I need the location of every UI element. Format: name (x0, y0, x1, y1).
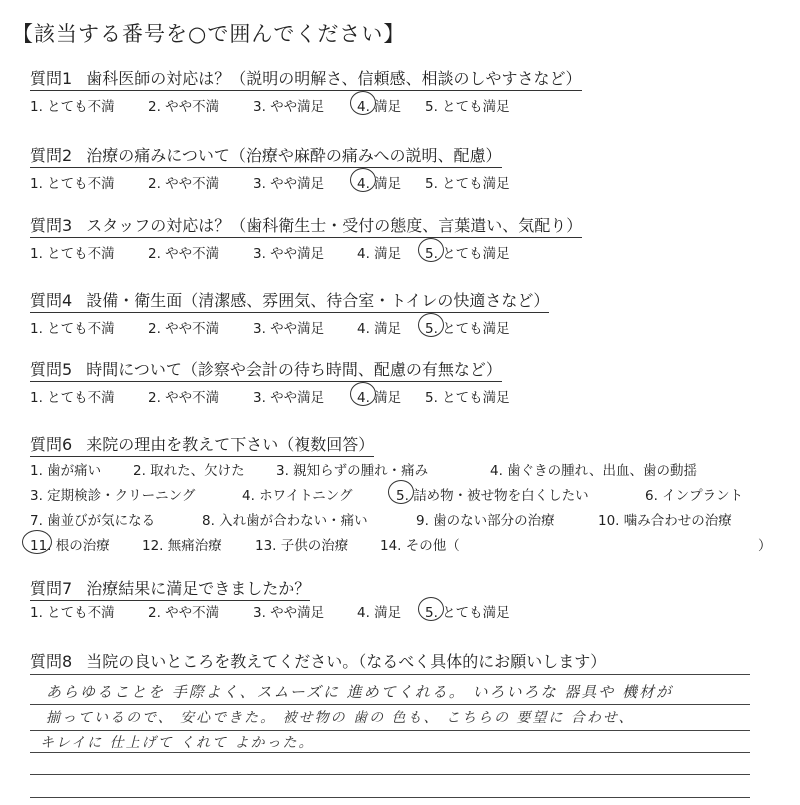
q7-text: 治療結果に満足できましたか？ (86, 579, 311, 598)
q5-text: 時間について（診察や会計の待ち時間、配慮の有無など） (86, 360, 502, 379)
q6-option[interactable]: 1. 歯が痛い (30, 463, 102, 479)
option-3[interactable]: 3. やや満足 (253, 176, 325, 192)
option-3[interactable]: 3. やや満足 (253, 99, 325, 115)
q1-heading (30, 66, 582, 91)
option-1[interactable]: 1. とても不満 (30, 321, 115, 337)
form-title: 【該当する番号を○で囲んでください】 (12, 22, 406, 46)
option-4[interactable]: 4. 満足 (357, 99, 402, 115)
option-5[interactable]: 5. とても満足 (425, 99, 510, 115)
handwritten-answer-line-1: あらゆることを 手際よく、スムーズに 進めてくれる。 いろいろな 器具や 機材が (46, 683, 674, 701)
q2-heading (30, 143, 502, 168)
option-2[interactable]: 2. やや不満 (148, 99, 220, 115)
q5-heading (30, 357, 502, 382)
option-5[interactable]: 5. とても満足 (425, 390, 510, 406)
q6-option[interactable]: 3. 定期検診・クリーニング (30, 488, 196, 504)
q6-option[interactable]: 7. 歯並びが気になる (30, 513, 156, 529)
q5-label: 質問5 (30, 360, 73, 379)
option-3[interactable]: 3. やや満足 (253, 246, 325, 262)
option-2[interactable]: 2. やや不満 (148, 176, 220, 192)
q6-option[interactable]: 11. 根の治療 (30, 538, 110, 554)
q6-option[interactable]: 8. 入れ歯が合わない・痛い (202, 513, 368, 529)
q6-heading (30, 432, 374, 457)
q6-text: 来院の理由を教えて下さい（複数回答） (86, 435, 375, 454)
q3-text: スタッフの対応は？（歯科衛生士・受付の態度、言葉遣い、気配り） (86, 216, 583, 235)
option-1[interactable]: 1. とても不満 (30, 246, 115, 262)
q6-option[interactable]: 12. 無痛治療 (142, 538, 222, 554)
q8-heading (30, 649, 606, 673)
answer-line (30, 704, 750, 705)
option-4[interactable]: 4. 満足 (357, 246, 402, 262)
q4-label: 質問4 (30, 291, 73, 310)
q7-label: 質問7 (30, 579, 73, 598)
selection-circle (350, 168, 376, 192)
option-3[interactable]: 3. やや満足 (253, 605, 325, 621)
answer-line (30, 752, 750, 753)
option-1[interactable]: 1. とても不満 (30, 390, 115, 406)
q7-heading (30, 576, 310, 601)
q6-option[interactable]: 4. ホワイトニング (242, 488, 353, 504)
q8-label: 質問8 (30, 652, 73, 671)
option-3[interactable]: 3. やや満足 (253, 321, 325, 337)
option-4[interactable]: 4. 満足 (357, 176, 402, 192)
q6-option[interactable]: 10. 噛み合わせの治療 (598, 513, 732, 529)
q6-option[interactable]: 9. 歯のない部分の治療 (416, 513, 555, 529)
option-4[interactable]: 4. 満足 (357, 321, 402, 337)
answer-line (30, 774, 750, 775)
option-4[interactable]: 4. 満足 (357, 605, 402, 621)
option-2[interactable]: 2. やや不満 (148, 390, 220, 406)
answer-line (30, 797, 750, 798)
handwritten-answer-line-3: キレイに 仕上げて くれて よかった。 (40, 735, 315, 751)
selection-circle (350, 91, 376, 115)
option-5[interactable]: 5. とても満足 (425, 246, 510, 262)
q6-option[interactable]: 5. 詰め物・被せ物を白くしたい (396, 488, 589, 504)
q1-label: 質問1 (30, 69, 73, 88)
selection-circle (350, 382, 376, 406)
q4-heading (30, 288, 549, 313)
q4-text: 設備・衛生面（清潔感、雰囲気、待合室・トイレの快適さなど） (86, 291, 550, 310)
answer-line (30, 730, 750, 731)
option-5[interactable]: 5. とても満足 (425, 321, 510, 337)
selection-circle (418, 597, 444, 621)
option-5[interactable]: 5. とても満足 (425, 176, 510, 192)
option-5[interactable]: 5. とても満足 (425, 605, 510, 621)
selection-circle (22, 530, 52, 554)
q6-option[interactable]: 4. 歯ぐきの腫れ、出血、歯の動揺 (490, 463, 697, 479)
option-4[interactable]: 4. 満足 (357, 390, 402, 406)
q3-heading (30, 213, 582, 238)
option-2[interactable]: 2. やや不満 (148, 246, 220, 262)
option-3[interactable]: 3. やや満足 (253, 390, 325, 406)
selection-circle (388, 480, 414, 504)
q6-option[interactable]: 2. 取れた、欠けた (133, 463, 245, 479)
q6-option[interactable]: 13. 子供の治療 (255, 538, 349, 554)
q2-label: 質問2 (30, 146, 73, 165)
handwritten-answer-line-2: 揃っているので、 安心できた。 被せ物の 歯の 色も、 こちらの 要望に 合わせ、 (46, 710, 635, 726)
q6-option[interactable]: 6. インプラント (645, 488, 744, 504)
q3-label: 質問3 (30, 216, 73, 235)
q6-label: 質問6 (30, 435, 73, 454)
answer-line (30, 674, 750, 675)
q2-text: 治療の痛みについて（治療や麻酔の痛みへの説明、配慮） (86, 146, 502, 165)
option-1[interactable]: 1. とても不満 (30, 99, 115, 115)
q6-option[interactable]: ） (758, 538, 772, 554)
option-1[interactable]: 1. とても不満 (30, 605, 115, 621)
q8-text: 当院の良いところを教えてください。（なるべく具体的にお願いします） (86, 652, 607, 671)
q6-option[interactable]: 14. その他（ (380, 538, 460, 554)
q6-option[interactable]: 3. 親知らずの腫れ・痛み (276, 463, 429, 479)
q1-text: 歯科医師の対応は？（説明の明解さ、信頼感、相談のしやすさなど） (86, 69, 582, 88)
option-1[interactable]: 1. とても不満 (30, 176, 115, 192)
option-2[interactable]: 2. やや不満 (148, 321, 220, 337)
selection-circle (418, 313, 444, 337)
option-2[interactable]: 2. やや不満 (148, 605, 220, 621)
selection-circle (418, 238, 444, 262)
